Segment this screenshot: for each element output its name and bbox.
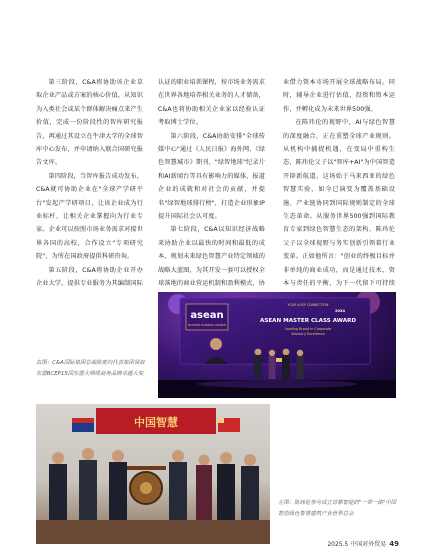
award-subtitle-text-2: Advisory Excellence xyxy=(291,332,325,336)
article-column-1 xyxy=(36,76,143,291)
event-ceremony-illustration xyxy=(36,404,270,544)
award-banner-text: YOUR KUEP CONNECTION xyxy=(287,303,329,307)
award-ceremony-illustration xyxy=(158,292,396,398)
award-year-text: 2024 xyxy=(334,309,346,313)
article-column-2 xyxy=(158,76,265,304)
event-ceremony-photo xyxy=(36,404,270,544)
award-ceremony-photo xyxy=(158,292,396,398)
article-paragraph: 第六阶段，C&A协助安排"全球传媒中心"通过《人民日报》海外网、《绿色智慧城市》期刊、"绿智地球"纪录片和AI新闻台等具有影响力的媒体，报道企业的成就和对社会的贡献，并提名"绿智地球排行榜"，打造企业形象IP提升国际社会认可度。 xyxy=(158,132,265,221)
award-subtitle-text-1: Leading Brand in Corporate xyxy=(284,327,332,331)
page-footer xyxy=(327,539,399,548)
photo-caption-right: 右图：C&A国际集团总裁陈奕均代表集团领取东盟BCEP15国东盟大师级商务品牌卓越大奖 xyxy=(36,360,145,377)
article-paragraph-text: 在陈玮伦的视野中，AI与绿色智慧的深度融合，正在重塑全球产业规则。从机构中捕捉机遇，在变局中重构生态，陈玮伦父子以"智库+AI"为中国智造开辟新航道。这场始于马来西亚的绿色智慧实验，如今已演变为覆盖基础设施、产业链协同到国际规则制定的全球生态革命。从服务世界500强到国际教育专家到绿色智慧生态的架构，陈玮伦父子以全球视野与务实创新引领着行业变革。正如他所言："创业的终极目标并非单纯的商业成功，而是通过技术、资本与责任的平衡，为下一代留下可持续 xyxy=(283,119,395,288)
article-paragraph: 第五阶段，C&A将协助企业开办企业大学，提供专业服务为其编制国际 xyxy=(36,266,143,288)
article-paragraph: 认证的职业培训课程，按市场业务需求在世界各地培养相关业务的人才储备，C&A也将协助相关企业家以经验认证考取博士学位。 xyxy=(158,79,265,127)
article-column-3 xyxy=(283,76,395,304)
issue-label: 2025.5 中国对外贸易 xyxy=(327,541,387,548)
photo-caption-left: 左图：陈玮伦参与成立首都智能的"一带一路"中国智造绿色智慧建筑产业世界总会 xyxy=(278,500,397,517)
article-paragraph: 业借力资本市场开展全球战略布局。同时，辅导企业进行估值，投资和资本运作，并孵化成为未来世界500强。 xyxy=(283,79,395,113)
page-number: 49 xyxy=(389,540,399,548)
article-paragraph-final xyxy=(283,116,395,304)
award-title-text: ASEAN MASTER CLASS AWARD xyxy=(260,318,356,324)
award-logo-text: asean xyxy=(190,310,224,321)
article-paragraph: 第三阶段，C&A将协助该企业草取企业产品或方案的核心价值，从知识为入类社会或某个群体解决痛点来产生价值，完成一份阶段性的智库研究报告，再通过其设立在牛津大学的全球智库中心发布，并申请纳入联合国研究报告文库。 xyxy=(36,79,143,167)
article-paragraph: 第七阶段，C&A以知识经济战略来协助企业以最快的时间和最低的成本，规划未来绿色智慧产业特定领域的战略大蓝图，为其开发一套可以授权全球落地的商业营运机制和盈利模式，协 xyxy=(158,226,265,288)
award-logo-subtext: MASTERS BUSINESS AWARDS xyxy=(187,324,227,327)
article-paragraph: 第四阶段，当智库报告成功发布，C&A就可协助企业在"全球产学研平台"发起产学研项目，让该企业成为行业标杆，让相关企业掌握向为行业专家。企业可以按照市场业务需求对接世界各国的高校，合作设立"专项研究院"，为所在国政府提供科研咨询。 xyxy=(36,172,143,261)
event-banner-text: 中国智慧 xyxy=(134,416,178,429)
